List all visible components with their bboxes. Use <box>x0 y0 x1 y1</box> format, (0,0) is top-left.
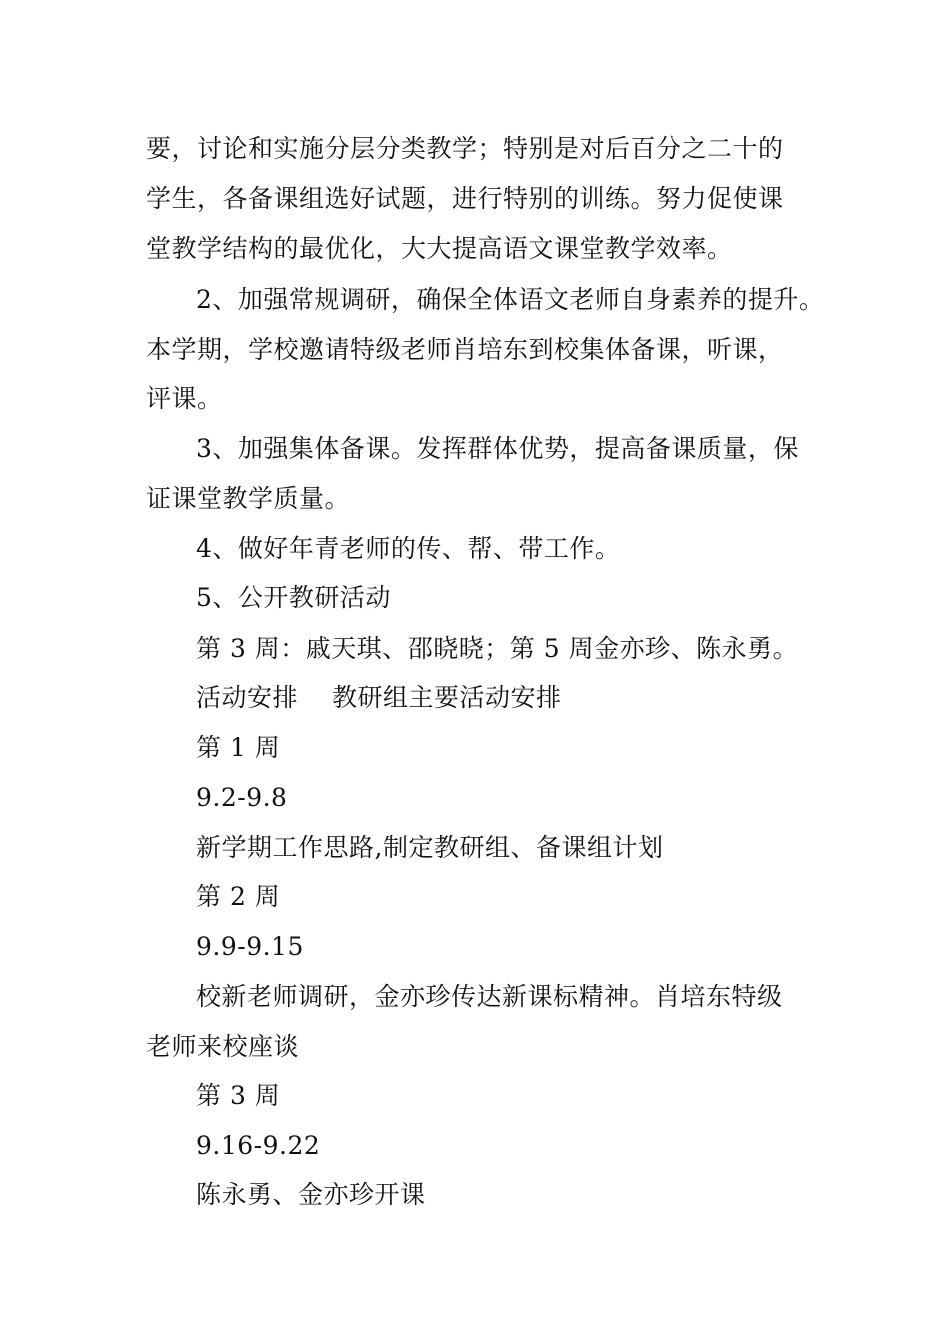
paragraph-line: 证课堂教学质量。 <box>146 484 351 513</box>
paragraph-line: 本学期，学校邀请特级老师肖培东到校集体备课，听课， <box>146 335 784 364</box>
schedule-activity: 陈永勇、金亦珍开课 <box>196 1180 426 1209</box>
schedule-activity: 老师来校座谈 <box>146 1032 300 1061</box>
section-heading: 5、公开教研活动 <box>196 583 391 612</box>
paragraph-line: 要，讨论和实施分层分类教学；特别是对后百分之二十的 <box>146 134 784 163</box>
paragraph-line: 评课。 <box>146 384 223 413</box>
schedule-header: 活动安排 教研组主要活动安排 <box>196 683 562 712</box>
schedule-week: 第 2 周 <box>196 882 281 911</box>
paragraph-line: 第 3 周：戚天琪、邵晓晓；第 5 周金亦珍、陈永勇。 <box>196 634 799 663</box>
schedule-week: 第 1 周 <box>196 733 281 762</box>
schedule-dates: 9.2-9.8 <box>196 783 288 812</box>
paragraph-line: 学生，各备课组选好试题，进行特别的训练。努力促使课 <box>146 184 784 213</box>
schedule-activity: 校新老师调研，金亦珍传达新课标精神。肖培东特级 <box>196 982 783 1011</box>
schedule-week: 第 3 周 <box>196 1081 281 1110</box>
paragraph-line: 堂教学结构的最优化，大大提高语文课堂教学效率。 <box>146 234 733 263</box>
paragraph-line: 2、加强常规调研，确保全体语文老师自身素养的提升。 <box>196 285 825 314</box>
paragraph-line: 4、做好年青老师的传、帮、带工作。 <box>196 534 621 563</box>
schedule-dates: 9.16-9.22 <box>196 1131 321 1160</box>
paragraph-line: 3、加强集体备课。发挥群体优势，提高备课质量，保 <box>196 434 799 463</box>
schedule-activity: 新学期工作思路,制定教研组、备课组计划 <box>196 833 664 862</box>
schedule-dates: 9.9-9.15 <box>196 932 304 961</box>
